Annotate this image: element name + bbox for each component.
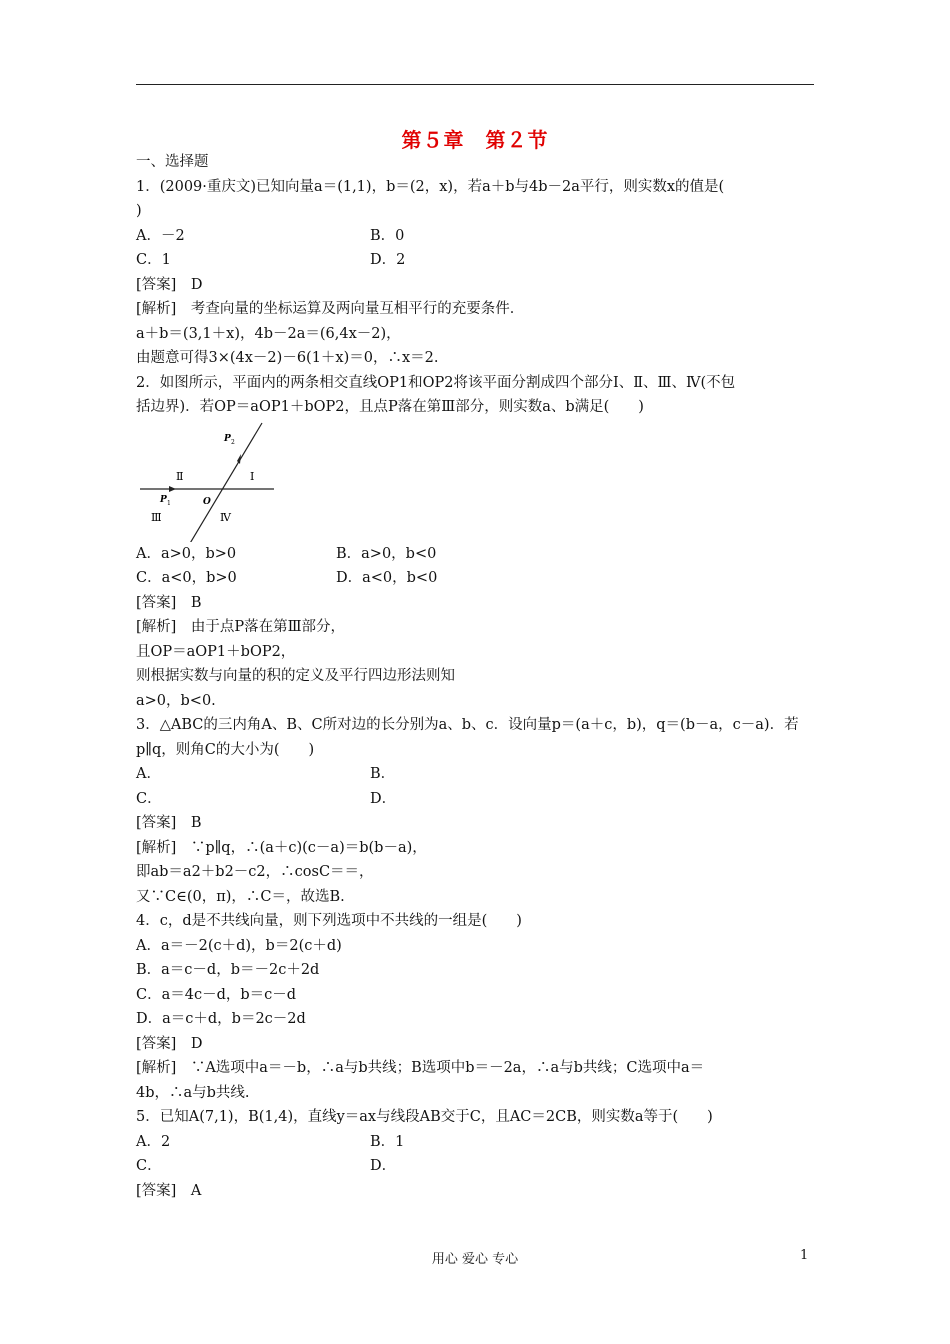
q2-analysis-line2: 且OP＝aOP1＋bOP2，: [136, 643, 296, 660]
label-p2-sub: 2: [231, 438, 235, 446]
region-4-label: Ⅳ: [220, 510, 231, 524]
q1-options-row1: [136, 224, 816, 249]
q1-option-b: B．0: [370, 227, 405, 244]
q4-option-a: A．a＝－2(c＋d)，b＝2(c＋d): [136, 937, 342, 954]
q2-analysis-line1: [解析] 由于点P落在第Ⅲ部分，: [136, 619, 346, 635]
label-p2: P: [224, 433, 231, 444]
q1-analysis-line2: a＋b＝(3,1＋x)，4b－2a＝(6,4x－2)，: [136, 325, 401, 342]
q5-option-a: A．2: [136, 1133, 171, 1150]
region-2-label: Ⅱ: [176, 469, 184, 483]
q3-option-a: A．: [136, 766, 161, 782]
q3-analysis-line1: [解析] ∵p∥q，∴(a＋c)(c－a)＝b(b－a)，: [136, 839, 427, 856]
q1-answer: [答案] D: [136, 276, 203, 293]
q4-stem: 4．c，d是不共线向量，则下列选项中不共线的一组是( ): [136, 913, 522, 929]
header-rule: [136, 84, 814, 85]
q4-analysis-line2: 4b，∴a与b共线.: [136, 1084, 250, 1101]
q4-analysis-line1: [解析] ∵A选项中a＝－b，∴a与b共线；B选项中b＝－2a，∴a与b共线；C选项中a＝: [136, 1060, 705, 1076]
q1-option-a: A．－2: [136, 227, 185, 244]
q1-analysis-line3: 由题意可得3×(4x－2)－6(1＋x)＝0，∴x＝2.: [136, 350, 439, 366]
label-p1-sub: 1: [167, 499, 171, 507]
arrow-p1-icon: [169, 486, 176, 492]
q3-analysis-line3: 又∵C∈(0，π)，∴C＝，故选B.: [136, 888, 345, 905]
q4-option-d: D．a＝c＋d，b＝2c－2d: [136, 1011, 306, 1027]
q5-options-row1: [136, 1130, 816, 1155]
q2-option-d: D．a<0，b<0: [336, 570, 438, 586]
arrow-p2-icon: [237, 454, 241, 464]
q4-option-b: B．a＝c－d，b＝－2c＋2d: [136, 962, 320, 978]
q5-option-c: C．: [136, 1158, 162, 1174]
q3-option-b: B．: [370, 766, 396, 782]
q2-stem-line1: 2．如图所示，平面内的两条相交直线OP1和OP2将该平面分割成四个部分Ⅰ、Ⅱ、Ⅲ、Ⅳ(不包: [136, 374, 736, 391]
q2-options-row1: [136, 542, 816, 567]
q2-option-c: C．a<0，b>0: [136, 570, 237, 586]
q3-analysis-line2: 即ab＝a2＋b2－c2，∴cosC＝＝，: [136, 864, 374, 880]
label-origin: O: [203, 496, 211, 507]
q5-option-b: B．1: [370, 1133, 405, 1150]
label-p1: P: [160, 494, 167, 505]
q4-answer: [答案] D: [136, 1035, 203, 1052]
footer-text: 用心 爱心 专心: [431, 1252, 519, 1267]
q2-analysis-line4: a>0，b<0.: [136, 692, 216, 709]
q3-option-c: C．: [136, 790, 162, 807]
q5-answer: [答案] A: [136, 1182, 202, 1199]
q3-stem-line2: p∥q，则角C的大小为( ): [136, 741, 315, 758]
q5-option-d: D．: [370, 1158, 397, 1174]
intersecting-lines-diagram: [136, 420, 436, 542]
q2-figure: [136, 420, 816, 542]
q3-option-d: D．: [370, 790, 397, 807]
document-body: [136, 150, 816, 1203]
q3-answer: [答案] B: [136, 815, 202, 831]
page-title: 第５章 第２节: [401, 128, 549, 152]
q1-option-d: D．2: [370, 252, 406, 268]
region-3-label: Ⅲ: [151, 510, 162, 524]
q2-stem-line2: 括边界)．若OP＝aOP1＋bOP2，且点P落在第Ⅲ部分，则实数a、b满足( ): [136, 399, 644, 415]
page-number: 1: [800, 1248, 809, 1263]
q5-options-row2: [136, 1154, 816, 1179]
q2-options-row2: [136, 566, 816, 591]
q3-options-row1: [136, 762, 816, 787]
q1-stem-line2: ): [136, 203, 142, 219]
q1-analysis-line1: [解析] 考查向量的坐标运算及两向量互相平行的充要条件．: [136, 301, 525, 317]
q1-option-c: C．1: [136, 252, 171, 268]
q4-option-c: C．a＝4c－d，b＝c－d: [136, 986, 297, 1003]
q1-stem-line1: 1．(2009·重庆文)已知向量a＝(1,1)，b＝(2，x)，若a＋b与4b－2a平行，则实数x的值是(: [136, 178, 725, 195]
region-1-label: Ⅰ: [250, 469, 255, 483]
q2-analysis-line3: 则根据实数与向量的积的定义及平行四边形法则知: [136, 668, 455, 684]
q2-option-b: B．a>0，b<0: [336, 545, 437, 562]
q5-stem: 5．已知A(7,1)，B(1,4)，直线y＝ax与线段AB交于C，且AC＝2CB，则实数a等于( ): [136, 1109, 713, 1125]
q2-option-a: A．a>0，b>0: [136, 545, 237, 562]
q3-stem-line1: 3．△ABC的三内角A、B、C所对边的长分别为a、b、c．设向量p＝(a＋c，b)，q＝(b－a，c－a)．若: [136, 717, 799, 733]
section-heading: 一、选择题: [136, 154, 209, 170]
q2-answer: [答案] B: [136, 594, 202, 611]
q3-options-row2: [136, 787, 816, 812]
q1-options-row2: [136, 248, 816, 273]
